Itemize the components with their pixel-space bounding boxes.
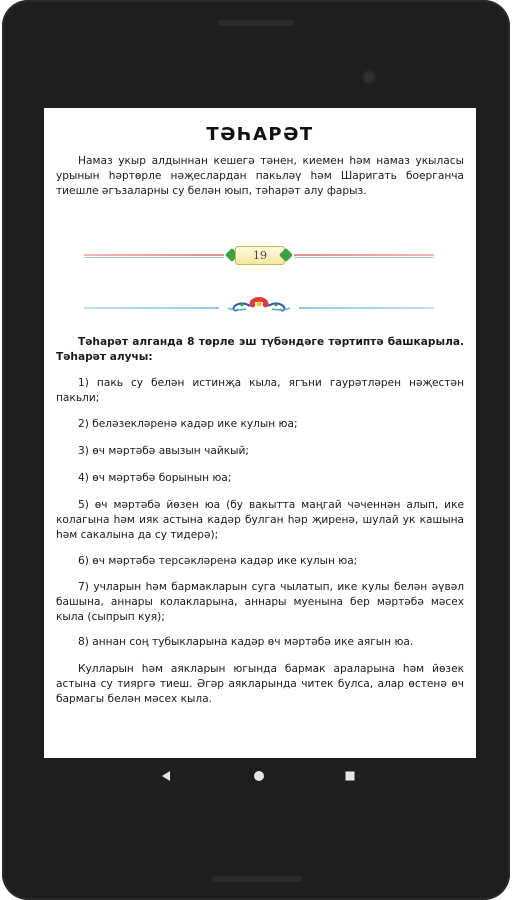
back-triangle-icon xyxy=(160,770,172,782)
step-3: 3) өч мәртәбә авызын чайкый; xyxy=(78,445,249,457)
tablet-device xyxy=(2,0,510,900)
page-number-divider xyxy=(84,244,434,266)
step-6: 6) өч мәртәбә терсәкләренә кадәр ике кулын юа; xyxy=(78,555,358,567)
page-number-badge xyxy=(227,244,291,266)
recents-square-icon xyxy=(344,770,356,782)
home-button[interactable] xyxy=(247,766,271,786)
page-title: ТӘҺАРӘТ xyxy=(206,124,314,145)
step-2: 2) беләзекләренә кадәр ике кулын юа; xyxy=(78,418,298,430)
intro-paragraph: Намаз укыр алдыннан кешегә тәнен, киемен һәм намаз укыласы урынын һәртөрле нәҗеслардан пакьләү һәм Шаригать боерганча тиешле әгъзаларны су белән юып, тәһарәт алу фарыз. xyxy=(56,155,464,197)
steps-heading: Тәһарәт алганда 8 төрле эш түбәндәге тәртиптә башкарыла. Тәһарәт алучы: xyxy=(56,336,464,363)
step-7: 7) учларын һәм бармакларын суга чылатып, ике кулы белән әүвәл башына, аннары колакларына, аннары муенына бер мәртәбә мәсех кыла (сыпрып куя); xyxy=(56,581,464,623)
page-number: 19 xyxy=(235,246,285,265)
step-1: 1) пакь су белән истинҗа кыла, ягъни гаурәтләрен нәҗестән пакьли; xyxy=(56,377,464,404)
floral-ornament-icon xyxy=(224,294,294,314)
step-5: 5) өч мәртәбә йөзен юа (бу вакытта маңгай чәченнән алып, ике колагына һәм ияк астына кадәр булган һәр җиренә, шулай ук кашына һәм сакалына да су тидерә); xyxy=(56,499,464,541)
closing-paragraph: Кулларын һәм аякларын югында бармак араларына һәм йөзек астына су тияргә тиеш. Әгәр аякларында читек булса, алар өстенә өч бармагы белән мәсех кыла. xyxy=(56,663,464,705)
bottom-speaker-grille xyxy=(212,876,302,882)
ornament-divider xyxy=(84,294,434,314)
reader-page[interactable] xyxy=(44,108,476,758)
android-navigation-bar xyxy=(44,758,476,798)
recents-button[interactable] xyxy=(338,766,362,786)
back-button[interactable] xyxy=(154,766,178,786)
step-4: 4) өч мәртәбә борынын юа; xyxy=(78,472,232,484)
top-speaker-grille xyxy=(218,20,294,26)
home-circle-icon xyxy=(253,770,265,782)
step-8: 8) аннан соң тубыкларына кадәр өч мәртәбә ике аягын юа. xyxy=(78,636,414,648)
front-camera xyxy=(364,72,374,82)
